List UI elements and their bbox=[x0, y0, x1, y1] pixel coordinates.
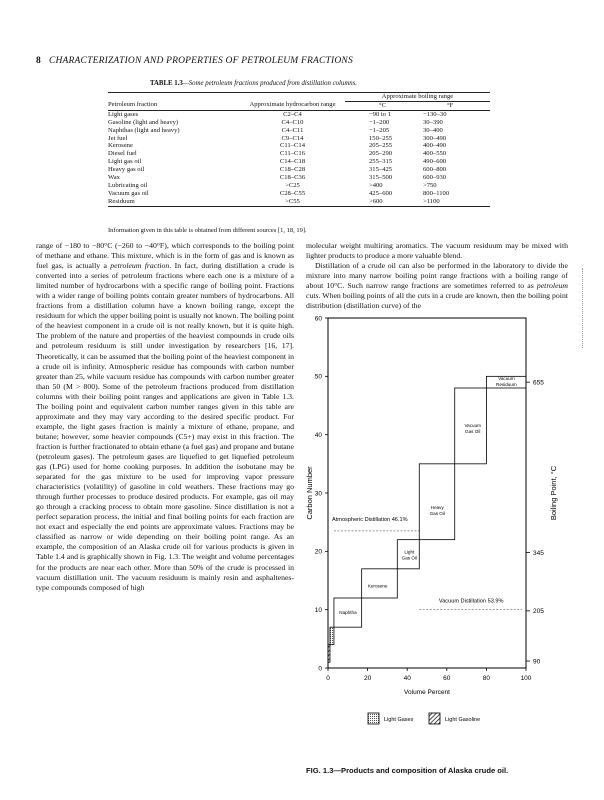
table-cell: −90 to 1 bbox=[369, 110, 392, 118]
table-cell: 400–550 bbox=[423, 150, 447, 158]
table-cell: >400 bbox=[369, 181, 383, 189]
table-cell: 30–390 bbox=[423, 118, 443, 126]
table-cell: C11–C16 bbox=[279, 150, 306, 158]
col-header-carbon: Approximate hydrocarbon range bbox=[230, 101, 345, 110]
boiling-range-group-header: Approximate boiling range bbox=[345, 93, 490, 102]
table-cell: Diesel fuel bbox=[108, 150, 137, 158]
table-cell: 490–600 bbox=[423, 158, 447, 166]
step-box bbox=[330, 627, 334, 645]
table-row bbox=[108, 166, 490, 174]
step-box bbox=[328, 645, 330, 663]
legend-swatch-light-gasoline bbox=[429, 713, 440, 724]
table-cell: Gasoline (light and heavy) bbox=[108, 118, 179, 126]
step-label: Residuum bbox=[496, 381, 517, 387]
running-header bbox=[36, 56, 353, 66]
step-label: Light bbox=[404, 549, 415, 555]
table-cell: Heavy gas oil bbox=[108, 166, 145, 174]
table-cell: Jet fuel bbox=[108, 134, 128, 142]
y-tick-label: 60 bbox=[314, 315, 322, 323]
table-cell: 800–1100 bbox=[423, 189, 450, 197]
right-tick-label: 345 bbox=[533, 549, 544, 557]
table-cell: C2–C4 bbox=[283, 110, 302, 118]
table-row bbox=[108, 119, 490, 127]
table-cell: C9–C14 bbox=[281, 134, 304, 142]
table-cell: C4–C11 bbox=[281, 126, 304, 134]
table-cell: 425–600 bbox=[369, 189, 393, 197]
y-tick-label: 30 bbox=[314, 490, 322, 498]
step-label: Heavy bbox=[430, 504, 444, 510]
table-cell: C4–C10 bbox=[281, 118, 304, 126]
table-row bbox=[108, 127, 490, 135]
right-tick-label: 655 bbox=[533, 379, 544, 387]
table-cell: 30–400 bbox=[423, 126, 443, 134]
legend-label-light-gases: Light Gases bbox=[384, 717, 414, 723]
step-label: Kerosene bbox=[367, 583, 388, 589]
table-cell: C28–C55 bbox=[279, 189, 306, 197]
table-cell: −130–30 bbox=[423, 110, 447, 118]
legend-label-light-gasoline: Light Gasoline bbox=[445, 717, 481, 723]
table-cell: 315–425 bbox=[369, 166, 393, 174]
x-axis-label: Volume Percent bbox=[404, 689, 450, 696]
y-axis-label: Carbon Number bbox=[305, 466, 314, 520]
running-title: CHARACTERIZATION AND PROPERTIES OF PETROLEUM FRACTIONS bbox=[48, 56, 353, 66]
table-cell: Light gases bbox=[108, 110, 139, 118]
step-label: Vacuum bbox=[464, 423, 481, 429]
table-cell: Residuum bbox=[108, 198, 230, 206]
table-row bbox=[108, 142, 490, 150]
table-note: Information given in this table is obtained from different sources [1, 18, 19]. bbox=[108, 227, 307, 234]
y-tick-label: 10 bbox=[314, 606, 322, 614]
table-row bbox=[108, 150, 490, 158]
x-tick-label: 100 bbox=[520, 675, 532, 682]
right-text-column bbox=[306, 241, 568, 311]
step-label: Naphtha bbox=[339, 609, 357, 615]
table-cell: C14–C18 bbox=[279, 158, 306, 166]
figure-caption: FIG. 1.3—Products and composition of Alaska crude oil. bbox=[306, 766, 509, 775]
table-cell: 205–290 bbox=[369, 150, 393, 158]
figure-chart bbox=[298, 308, 566, 764]
col-header-celsius: °C bbox=[345, 101, 417, 110]
step-label: Vacuum bbox=[498, 375, 515, 381]
y-tick-label: 50 bbox=[314, 373, 322, 381]
table-cell: C11–C14 bbox=[279, 142, 306, 150]
table-cell: 150–255 bbox=[369, 134, 393, 142]
legend-swatch-light-gases bbox=[368, 713, 379, 724]
table-cell: Wax bbox=[108, 174, 120, 182]
table-cell: >600 bbox=[345, 198, 417, 206]
table-row bbox=[108, 110, 490, 118]
table-cell: Light gas oil bbox=[108, 158, 142, 166]
table-cell: C18–C36 bbox=[279, 174, 306, 182]
right-paragraph-1: molecular weight multiring aromatics. The vacuum residuum may be mixed with lighter products to produce a more valuable blend. bbox=[306, 241, 568, 261]
margin-mark bbox=[582, 268, 584, 348]
table-cell: −1–200 bbox=[369, 118, 390, 126]
left-paragraph: range of −180 to −80°C (−260 to −40°F), which corresponds to the boiling point of methane and ethane. This mixture, which is in the form of gas and is known as fuel gas, is actually a petroleum fraction. In fact, during distillation a crude is converted into a series of petroleum fractions where each one is a mixture of a limited number of hydrocarbons with a specific range of boiling point. Fractions with a wider range of boiling points contain greater numbers of hydrocarbons. All fractions from a distillation column have a known boiling range, except the residuum for which the upper boiling point is usually not known. The boiling point of the heaviest component in a crude oil is not really known, but it is quite high. The problem of the nature and properties of the heaviest compounds in crude oils and petroleum residuum is still under investigation by researchers [16, 17]. Theoretically, it can be assumed that the boiling point of the heaviest component in a crude oil is infinity. Atmospheric residue has compounds with carbon number greater than 25, while vacuum residue has compounds with carbon number greater than 50 (M > 800). Some of the petroleum fractions produced from distillation columns with their boiling point ranges and applications are given in Table 1.3. The boiling point and equivalent carbon number ranges given in this table are approximate and they may vary according to the desired specific product. For example, the light gases fraction is mainly a mixture of ethane, propane, and butane; however, some heavier compounds (C5+) may exist in this fraction. The fraction is further fractionated to obtain ethane (a fuel gas) and propane and butane (petroleum gases). The petroleum gases are liquefied to get liquefied petroleum gas (LPG) used for home cooking purposes. In addition the isobutane may be separated for the gas mixture to be used for improving vapor pressure characteristics (volatility) of gasoline in cold weathers. These fractions may go through further processes to produce desired products. For example, gas oil may go through a cracking process to obtain more gasoline. Since distillation is not a perfect separation process, the initial and final boiling points for each fraction are not exact and especially the end points are approximate values. Fractions may be classified as narrow or wide depending on their boiling point range. As an example, the composition of an Alaska crude oil for various products is given in Table 1.4 and is graphically shown in Fig. 1.3. The weight and volume percentages for the products are near each other. More than 50% of the crude is processed in vacuum distillation unit. The vacuum residuum is mainly resin and asphaltenes-type compounds composed of high bbox=[36, 241, 294, 592]
table-cell: Lubricating oil bbox=[108, 181, 148, 189]
plot-frame bbox=[328, 318, 526, 668]
table-caption-text: —Some petroleum fractions produced from distillation columns. bbox=[182, 80, 357, 87]
y-tick-label: 40 bbox=[314, 431, 322, 439]
step-label: Gas Oil bbox=[401, 555, 417, 561]
left-text-column bbox=[36, 241, 294, 593]
table-cell: >750 bbox=[423, 181, 437, 189]
table-cell: Kerosene bbox=[108, 142, 133, 150]
x-tick-label: 20 bbox=[363, 675, 372, 682]
table-cell: 205–255 bbox=[369, 142, 393, 150]
x-tick-label: 40 bbox=[403, 675, 411, 682]
table-cell: Vacuum gas oil bbox=[108, 189, 149, 197]
table-row bbox=[108, 174, 490, 182]
table-cell: C18–C28 bbox=[279, 166, 306, 174]
step-label: Gas Oil bbox=[465, 429, 481, 435]
table-row bbox=[108, 198, 490, 206]
fractions-table bbox=[108, 92, 490, 207]
col-header-fraction: Petroleum fraction bbox=[108, 101, 230, 110]
y-tick-label: 20 bbox=[314, 548, 322, 556]
table-cell: >C25 bbox=[285, 181, 300, 189]
table-cell: 600–800 bbox=[423, 166, 447, 174]
table-row bbox=[108, 135, 490, 143]
table-cell: Naphthas (light and heavy) bbox=[108, 126, 180, 134]
table-cell: 255–315 bbox=[369, 158, 393, 166]
table-cell: −1–205 bbox=[369, 126, 390, 134]
table-caption bbox=[150, 80, 357, 87]
table-cell: 400–490 bbox=[423, 142, 447, 150]
table-cell: 315–500 bbox=[369, 174, 393, 182]
x-tick-label: 0 bbox=[326, 675, 330, 682]
table-row bbox=[108, 190, 490, 198]
step-box bbox=[419, 464, 454, 540]
right-tick-label: 205 bbox=[533, 608, 544, 616]
vacuum-label: Vacuum Distillation 53.9% bbox=[438, 598, 504, 605]
x-tick-label: 60 bbox=[443, 675, 451, 682]
table-cell: >1100 bbox=[417, 198, 490, 206]
table-cell: 600–930 bbox=[423, 174, 447, 182]
table-row bbox=[108, 182, 490, 190]
step-label: Gas Oil bbox=[429, 510, 445, 516]
page-number: 8 bbox=[36, 56, 41, 66]
x-tick-label: 80 bbox=[482, 675, 491, 682]
table-row bbox=[108, 158, 490, 166]
table-cell: >C55 bbox=[230, 198, 345, 206]
table-cell: 300–490 bbox=[423, 134, 447, 142]
right-paragraph-2: Distillation of a crude oil can also be performed in the laboratory to divide the mixture into many narrow boiling point range fractions with a boiling range of about 10°C. Such narrow range fractions are sometimes referred to as petroleum cuts. When boiling points of all the cuts in a crude are known, then the boiling point distribution (distillation curve) of the bbox=[306, 261, 568, 311]
col-header-fahrenheit: °F bbox=[417, 101, 490, 110]
atmospheric-label: Atmospheric Distillation 46.1% bbox=[332, 517, 408, 523]
y2-axis-label: Boiling Point, °C bbox=[549, 465, 558, 521]
table-label: TABLE 1.3 bbox=[150, 80, 183, 87]
y-tick-label: 0 bbox=[318, 665, 322, 673]
right-tick-label: 90 bbox=[533, 658, 541, 666]
